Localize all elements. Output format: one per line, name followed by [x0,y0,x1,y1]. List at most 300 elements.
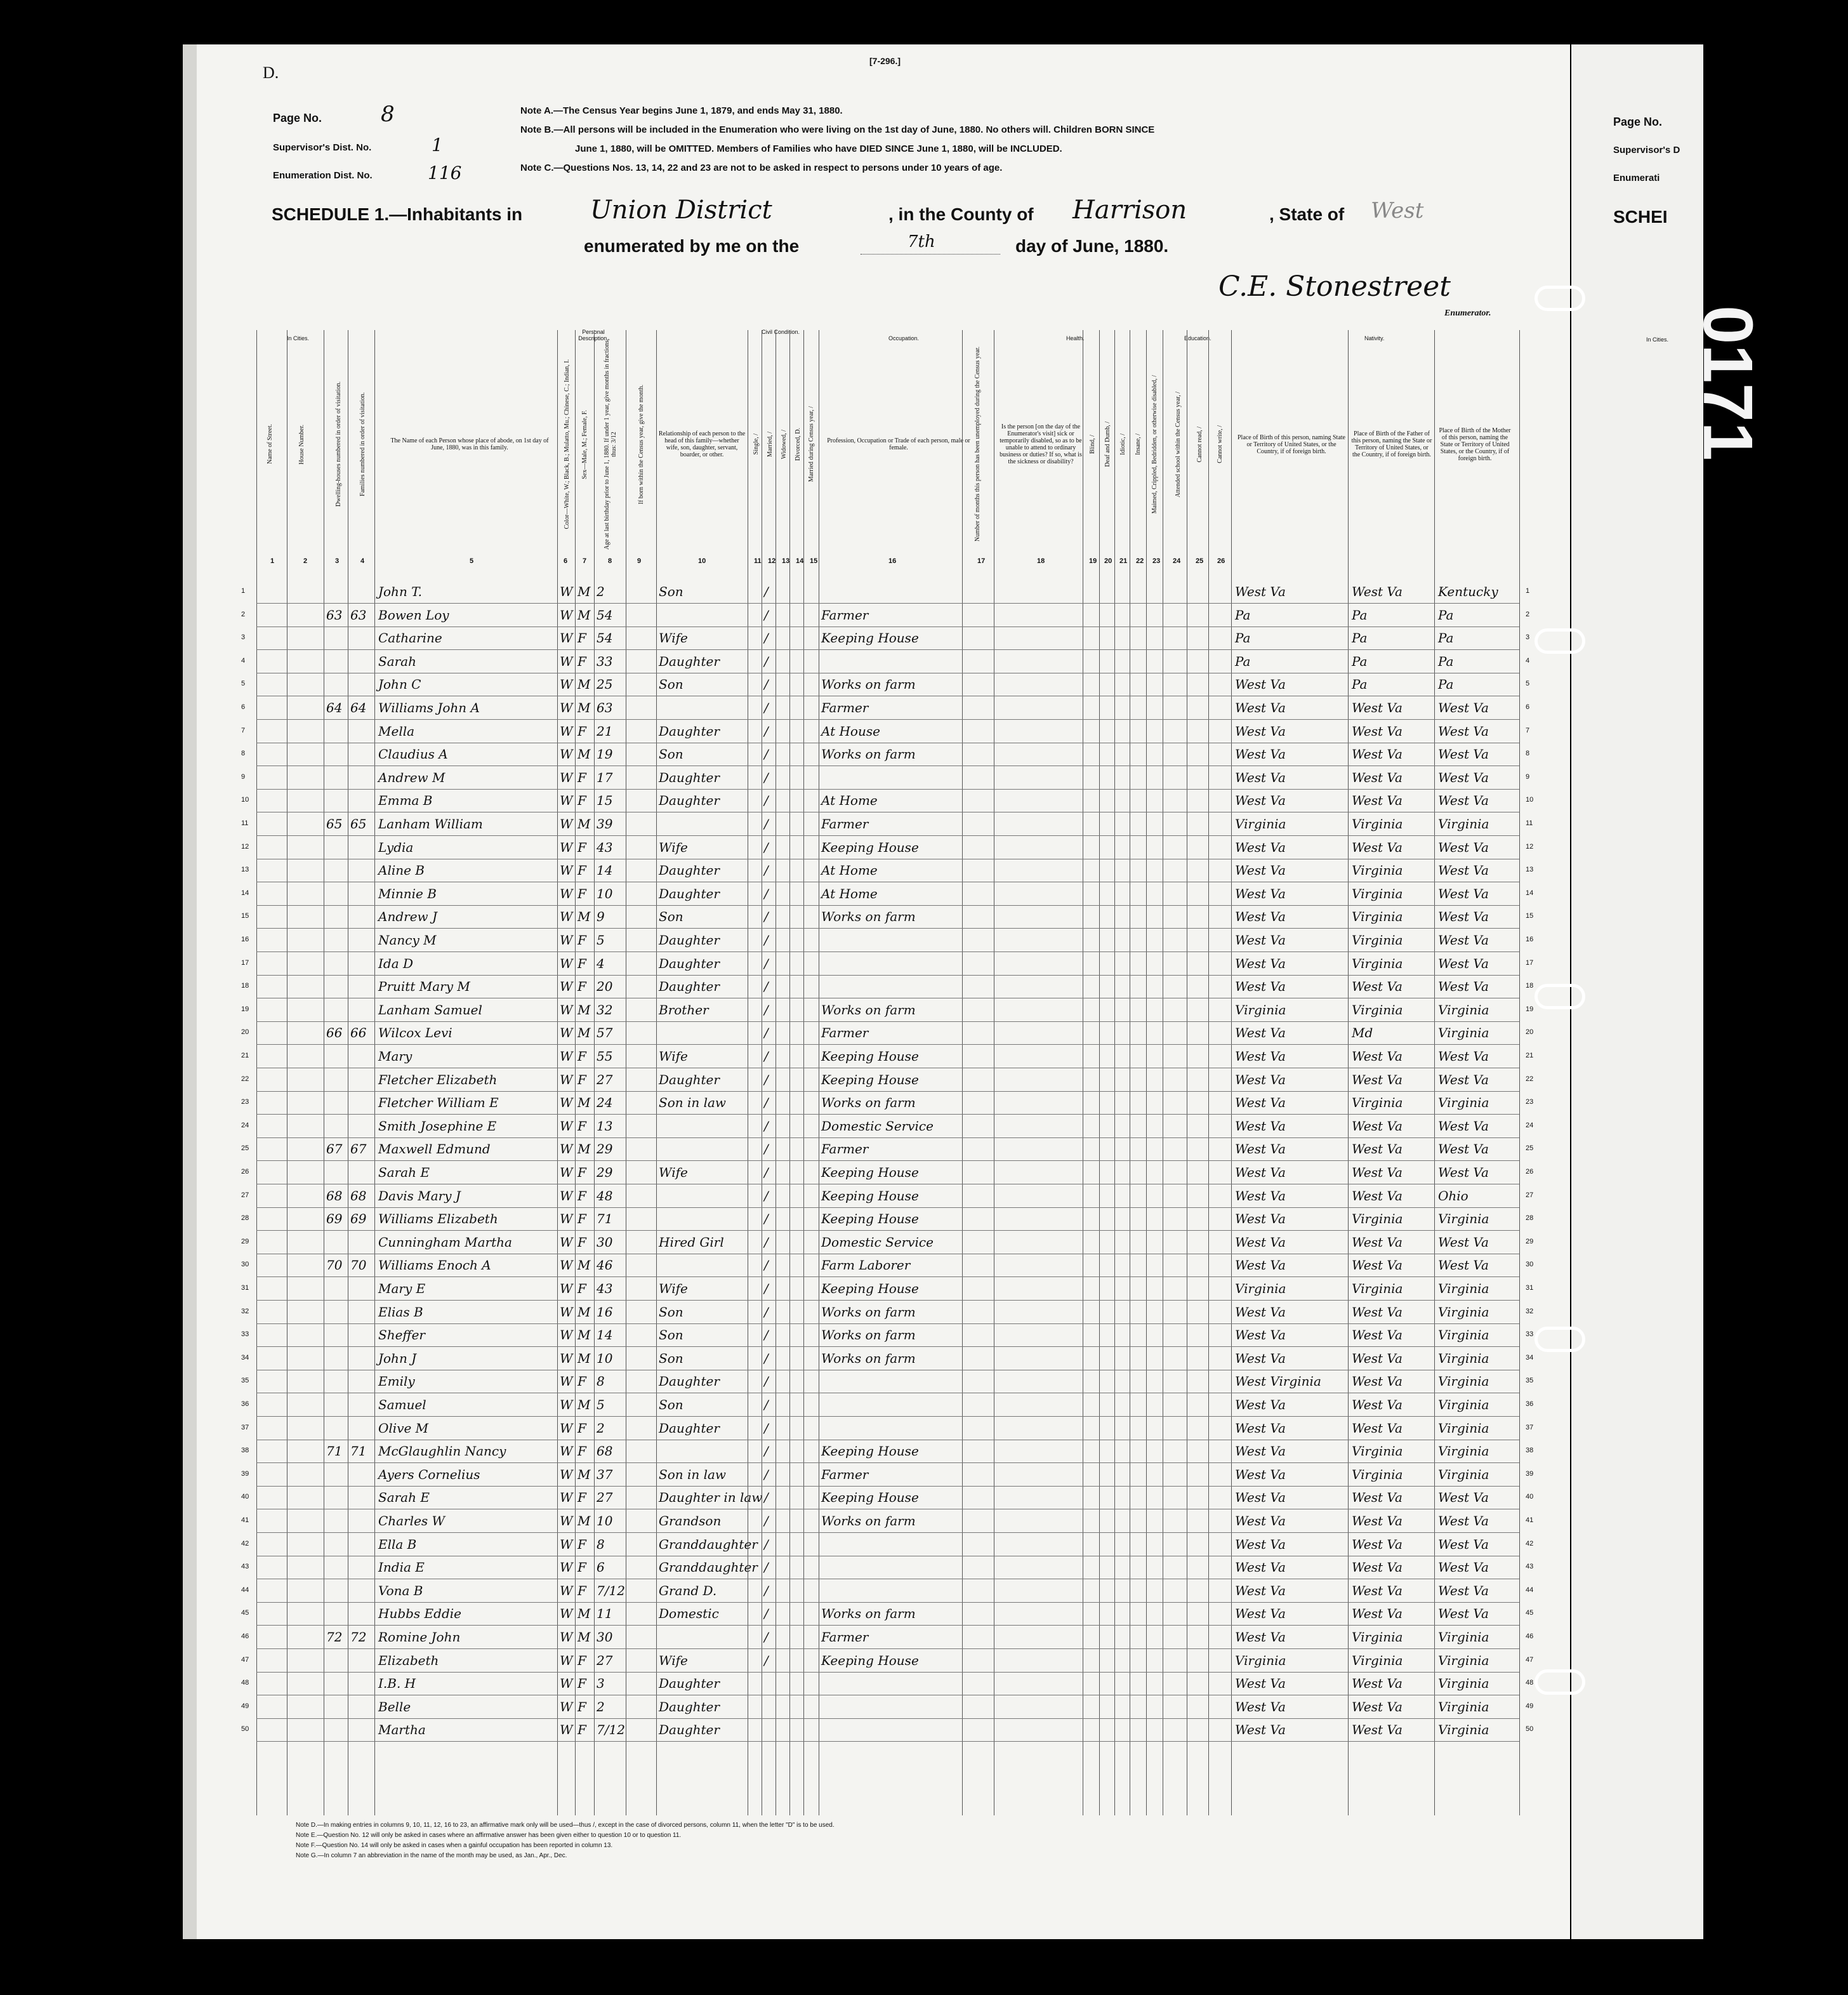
row-number: 6 [241,703,246,711]
cell-dw: 71 [326,1443,343,1459]
cell-rel: Daughter in law [659,1490,763,1506]
cell-mother: Virginia [1438,1374,1489,1389]
cell-father: West Va [1352,839,1402,855]
cell-birth: Pa [1235,653,1251,669]
cell-occ: Works on farm [821,1350,916,1366]
cell-occ: At Home [821,793,878,809]
cell-sex: F [578,863,586,878]
cell-sex: F [578,793,586,809]
cell-name: Belle [378,1699,411,1714]
column-number: 3 [335,557,340,565]
cell-color: W [560,769,573,785]
cell-civ: / [764,584,769,599]
cell-birth: West Va [1235,1466,1286,1482]
cell-age: 10 [597,1350,613,1366]
cell-rel: Son [659,746,683,762]
col-month-head: If born within the Census year, give the month. [637,384,645,505]
cell-father: Pa [1352,677,1368,693]
row-number: 16 [241,936,249,943]
cell-color: W [560,1397,573,1412]
row-number-right: 16 [1526,936,1534,943]
cell-name: Sarah E [378,1490,430,1506]
date-underline [861,254,1000,255]
cell-color: W [560,909,573,925]
row-number-right: 23 [1526,1098,1534,1106]
cell-name: Hubbs Eddie [378,1606,461,1622]
table-row [241,1628,1534,1649]
row-number: 5 [241,680,246,688]
cell-father: Virginia [1352,1095,1403,1111]
cell-civ: / [764,700,769,715]
table-row [241,1210,1534,1231]
cell-color: W [560,1582,573,1598]
group-nativity: Nativity. [1364,335,1385,341]
cell-occ: Works on farm [821,1327,916,1343]
row-number: 30 [241,1261,249,1269]
cell-age: 27 [597,1490,613,1506]
cell-sex: F [578,1582,586,1598]
cell-father: Virginia [1352,863,1403,878]
cell-mother: West Va [1438,1490,1489,1506]
cell-mother: Virginia [1438,1652,1489,1668]
cell-rel: Son in law [659,1466,727,1482]
cell-father: West Va [1352,1699,1402,1714]
cell-rel: Daughter [659,653,720,669]
cell-birth: West Va [1235,1327,1286,1343]
cell-fam: 71 [350,1443,367,1459]
row-number-right: 17 [1526,958,1534,967]
cell-age: 7/12 [597,1582,625,1598]
cell-civ: / [764,1560,769,1575]
cell-civ: / [764,1304,769,1320]
note-c: Note C.—Questions Nos. 13, 14, 22 and 23 are not to be asked in respect to persons under 10 years of age. [520,162,1003,173]
cell-name: Vona B [378,1582,423,1598]
cell-civ: / [764,1118,769,1134]
cell-father: West Va [1352,584,1402,599]
cell-rel: Daughter [659,1420,720,1436]
cell-color: W [560,1025,573,1041]
cell-civ: / [764,1629,769,1645]
cell-dw: 70 [326,1257,343,1273]
date-suffix: day of June, 1880. [1015,236,1169,256]
group-education: Education. [1184,335,1211,341]
table-row [241,1117,1534,1138]
cell-birth: Pa [1235,630,1251,646]
table-row [241,1721,1534,1742]
row-number-right: 34 [1526,1353,1534,1362]
cell-birth: West Va [1235,955,1286,971]
cell-name: Andrew J [378,909,438,925]
schedule-label: SCHEDULE 1.—Inhabitants in [272,204,523,224]
cell-father: Pa [1352,607,1368,623]
row-number-right: 11 [1526,819,1533,827]
cell-mother: West Va [1438,1234,1489,1250]
cell-age: 10 [597,1513,613,1528]
table-row [241,1674,1534,1695]
cell-mother: West Va [1438,932,1489,948]
cell-sex: M [578,700,591,715]
cell-father: Virginia [1352,1652,1403,1668]
cell-age: 21 [597,723,613,739]
cell-color: W [560,746,573,762]
cell-mother: Virginia [1438,1304,1489,1320]
cell-mother: West Va [1438,793,1489,809]
table-row [241,978,1534,998]
cell-civ: / [764,1257,769,1273]
row-number-right: 24 [1526,1121,1534,1129]
cell-mother: West Va [1438,979,1489,995]
cell-rel: Wife [659,1652,688,1668]
cell-color: W [560,1350,573,1366]
cell-father: West Va [1352,1513,1402,1528]
table-row [241,1396,1534,1417]
cell-occ: Works on farm [821,909,916,925]
cell-color: W [560,1513,573,1528]
cell-mother: Pa [1438,653,1454,669]
cell-mother: Pa [1438,677,1454,693]
row-number-right: 7 [1526,726,1530,734]
group-occupation: Occupation. [888,335,920,341]
cell-father: West Va [1352,1560,1402,1575]
cell-dw: 64 [326,700,343,715]
cell-mother: Virginia [1438,1420,1489,1436]
cell-color: W [560,955,573,971]
state-label: , State of [1269,204,1345,224]
cell-father: West Va [1352,1234,1402,1250]
col-maimed-head: Maimed, Crippled, Bedridden, or otherwise disabled, / [1151,374,1158,514]
cell-occ: At Home [821,863,878,878]
cell-occ: Works on farm [821,1002,916,1017]
cell-name: Romine John [378,1629,461,1645]
cell-rel: Daughter [659,932,720,948]
cell-sex: F [578,1536,586,1552]
cell-name: Olive M [378,1420,429,1436]
column-number: 12 [768,557,776,565]
cell-mother: West Va [1438,1606,1489,1622]
cell-age: 5 [597,1397,605,1412]
cell-age: 20 [597,979,613,995]
cell-age: 7/12 [597,1722,625,1738]
cell-birth: West Va [1235,1722,1286,1738]
col-profession-head: Profession, Occupation or Trade of each person, male or female. [827,437,970,451]
row-number: 11 [241,819,249,827]
row-number-right: 45 [1526,1609,1534,1617]
cell-mother: West Va [1438,1560,1489,1575]
cell-color: W [560,1257,573,1273]
cell-name: Wilcox Levi [378,1025,452,1041]
row-number: 31 [241,1284,249,1292]
cell-sex: M [578,1350,591,1366]
cell-color: W [560,1629,573,1645]
cell-father: Virginia [1352,1281,1403,1296]
cell-civ: / [764,1188,769,1203]
cell-mother: Virginia [1438,1095,1489,1111]
cell-color: W [560,1049,573,1064]
cell-sex: F [578,839,586,855]
cell-name: Pruitt Mary M [378,979,470,995]
col-divorced-head: Divorced, D. [794,428,802,461]
cell-birth: West Va [1235,1490,1286,1506]
cell-rel: Daughter [659,955,720,971]
row-number: 27 [241,1191,249,1199]
cell-birth: West Va [1235,1606,1286,1622]
column-number: 16 [888,557,897,565]
row-number: 50 [241,1725,249,1733]
cell-color: W [560,1002,573,1017]
cell-mother: West Va [1438,1071,1489,1087]
cell-occ: Farmer [821,1025,869,1041]
table-row [241,1535,1534,1556]
cell-father: West Va [1352,1397,1402,1412]
cell-birth: West Va [1235,1118,1286,1134]
cell-occ: Works on farm [821,677,916,693]
cell-rel: Son [659,1350,683,1366]
table-row [241,1163,1534,1184]
cell-color: W [560,839,573,855]
cell-sex: M [578,1327,591,1343]
cell-color: W [560,1304,573,1320]
note-b-continued: June 1, 1880, will be OMITTED. Members of Families who have DIED SINCE June 1, 1880, will be INCLUDED. [575,143,1062,154]
cell-color: W [560,1165,573,1180]
cell-father: West Va [1352,1165,1402,1180]
cell-dw: 72 [326,1629,343,1645]
cell-rel: Son [659,584,683,599]
cell-age: 57 [597,1025,613,1041]
cell-rel: Daughter [659,723,720,739]
row-number: 8 [241,750,246,758]
col-family-head: Families numbered in order of visitation. [359,392,366,496]
row-number: 33 [241,1330,249,1339]
cell-birth: West Va [1235,1699,1286,1714]
cell-mother: Virginia [1438,1699,1489,1714]
cell-name: Samuel [378,1397,426,1412]
enumerated-label: enumerated by me on the [584,236,800,256]
note-b: Note B.—All persons will be included in the Enumeration who were living on the 1st day of June, 1880. No others will. Children BORN SINCE [520,124,1155,135]
row-number-right: 50 [1526,1725,1534,1733]
row-number-right: 12 [1526,842,1534,851]
cell-birth: Virginia [1235,1002,1286,1017]
cell-rel: Son [659,677,683,693]
cell-civ: / [764,979,769,995]
row-number-right: 30 [1526,1261,1534,1269]
cell-color: W [560,1536,573,1552]
cell-age: 13 [597,1118,613,1134]
col-dwelling-head: Dwelling-houses numbered in order of visitation. [334,381,342,507]
column-number: 8 [608,557,612,565]
row-number-right: 9 [1526,772,1530,781]
row-number-right: 49 [1526,1702,1534,1710]
note-e: Note E.—Question No. 12 will only be asked in cases where an affirmative answer has been given either to question 10 or to question 11. [296,1832,682,1839]
cell-sex: F [578,979,586,995]
cell-civ: / [764,769,769,785]
col-blind-head: Blind, / [1088,434,1096,454]
cell-fam: 68 [350,1188,367,1203]
cell-fam: 67 [350,1141,367,1157]
cell-mother: Virginia [1438,816,1489,832]
row-number-right: 8 [1526,750,1530,758]
cell-name: Williams Enoch A [378,1257,491,1273]
cell-father: West Va [1352,746,1402,762]
col-street-head: Name of Street. [266,424,274,465]
cell-age: 4 [597,955,605,971]
cell-father: West Va [1352,1257,1402,1273]
cell-rel: Grand D. [659,1582,717,1598]
table-row [241,1001,1534,1022]
cell-occ: Works on farm [821,1606,916,1622]
cell-age: 46 [597,1257,613,1273]
cell-age: 54 [597,607,613,623]
row-number-right: 1 [1526,587,1530,595]
column-number: 26 [1217,557,1225,565]
cell-rel: Wife [659,630,688,646]
cell-birth: West Va [1235,1513,1286,1528]
column-number: 22 [1136,557,1144,565]
cell-color: W [560,607,573,623]
row-number-right: 21 [1526,1052,1534,1059]
cell-father: West Va [1352,1304,1402,1320]
cell-sex: M [578,1025,591,1041]
cell-sex: F [578,1165,586,1180]
col-age-head: Age at last birthday prior to June 1, 1880. If under 1 year, give months in fractions, thus: 3/12 [604,338,617,550]
column-number: 21 [1119,557,1128,565]
cell-mother: West Va [1438,1165,1489,1180]
table-row [241,745,1530,766]
cell-name: Fletcher William E [378,1095,499,1111]
cell-sex: F [578,885,586,901]
row-number: 3 [241,633,246,642]
table-row [241,699,1530,720]
row-number-right: 42 [1526,1539,1534,1548]
cell-civ: / [764,630,769,646]
table-row [241,931,1534,952]
cell-name: Mary [378,1049,412,1064]
note-g: Note G.—In column 7 an abbreviation in the name of the month may be used, as Jan., Apr., Dec. [296,1852,567,1859]
cell-color: W [560,1420,573,1436]
cell-sex: M [578,1466,591,1482]
column-number: 4 [360,557,365,565]
row-number-right: 18 [1526,982,1534,990]
cell-father: Virginia [1352,1211,1403,1227]
cell-name: Lanham Samuel [378,1002,482,1017]
cell-occ: Farmer [821,1629,869,1645]
cell-name: John J [378,1350,417,1366]
cell-name: Ella B [378,1536,417,1552]
cell-father: West Va [1352,723,1402,739]
row-number: 15 [241,912,249,920]
cell-sex: M [578,1629,591,1645]
cell-rel: Hired Girl [659,1234,724,1250]
cell-name: Cunningham Martha [378,1234,512,1250]
cell-birth: West Va [1235,885,1286,901]
cell-sex: F [578,1049,586,1064]
cell-rel: Daughter [659,769,720,785]
adjacent-page [1571,44,1703,1939]
cell-mother: Virginia [1438,1025,1489,1041]
cell-father: West Va [1352,1118,1402,1134]
row-number-right: 26 [1526,1168,1534,1176]
cell-sex: F [578,1420,586,1436]
cell-occ: Farmer [821,1466,869,1482]
table-row [241,1280,1534,1301]
cell-sex: F [578,1652,586,1668]
cell-name: Elias B [378,1304,423,1320]
table-row [241,769,1530,790]
cell-civ: / [764,885,769,901]
enumerator-signature: C.E. Stonestreet [1218,270,1451,303]
cell-age: 10 [597,885,613,901]
row-number-right: 3 [1526,633,1530,642]
cell-sex: M [578,1397,591,1412]
cell-civ: / [764,1281,769,1296]
cell-father: Virginia [1352,909,1403,925]
cell-age: 27 [597,1652,613,1668]
cell-father: West Va [1352,979,1402,995]
cell-father: West Va [1352,1188,1402,1203]
cell-fam: 63 [350,607,367,623]
cell-civ: / [764,746,769,762]
cell-civ: / [764,793,769,809]
cell-birth: West Va [1235,1188,1286,1203]
cell-civ: / [764,1420,769,1436]
cell-sex: F [578,1699,586,1714]
cell-age: 29 [597,1141,613,1157]
cell-civ: / [764,1606,769,1622]
column-number: 14 [796,557,804,565]
cell-name: Ida D [378,955,414,971]
cell-sex: F [578,723,586,739]
column-number: 6 [564,557,568,565]
cell-mother: West Va [1438,1536,1489,1552]
cell-birth: Pa [1235,607,1251,623]
row-number-right: 48 [1526,1679,1534,1687]
cell-mother: Virginia [1438,1722,1489,1738]
county-value: Harrison [1072,196,1187,225]
cell-age: 30 [597,1234,613,1250]
cell-color: W [560,1652,573,1668]
row-number: 49 [241,1702,249,1710]
row-number: 1 [241,587,246,595]
column-number: 20 [1104,557,1112,565]
right-enum-label: Enumerati [1613,173,1660,183]
cell-name: Emma B [378,793,433,809]
cell-occ: Keeping House [821,1443,919,1459]
cell-fam: 64 [350,700,367,715]
cell-civ: / [764,1025,769,1041]
district-value: Union District [590,196,772,225]
cell-mother: Pa [1438,630,1454,646]
cell-age: 29 [597,1165,613,1180]
cell-age: 54 [597,630,613,646]
cell-name: Lydia [378,839,414,855]
cell-birth: West Va [1235,979,1286,995]
cell-civ: / [764,1466,769,1482]
cell-color: W [560,1118,573,1134]
row-number: 25 [241,1144,249,1153]
cell-color: W [560,1699,573,1714]
column-number: 5 [470,557,474,565]
table-row [241,1233,1534,1254]
column-number: 10 [698,557,706,565]
cell-rel: Daughter [659,979,720,995]
col-widowed-head: Widowed, / [780,429,788,460]
cell-birth: West Va [1235,1049,1286,1064]
cell-sex: F [578,1188,586,1203]
day-value: 7th [908,232,935,251]
page-no-label: Page No. [273,112,322,124]
col-insane-head: Insane, / [1134,434,1142,455]
cell-name: Fletcher Elizabeth [378,1071,498,1087]
cell-occ: Keeping House [821,1071,919,1087]
